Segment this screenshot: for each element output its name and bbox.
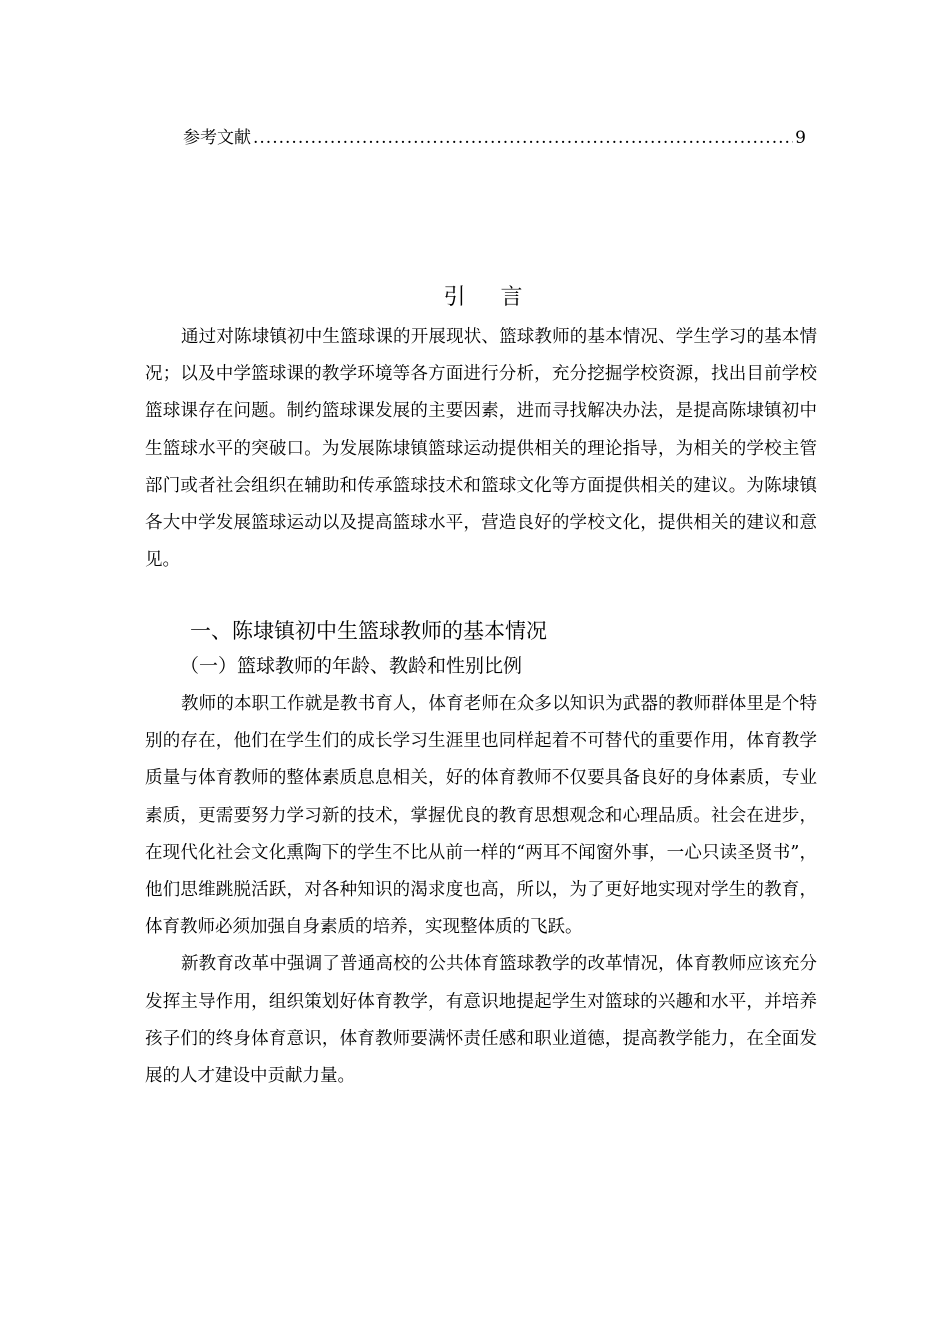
section-paragraph-1: 教师的本职工作就是教书育人，体育老师在众多以知识为武器的教师群体里是个特别的存在，他们在学生们的成长学习生涯里也同样起着不可替代的重要作用，体育教学质量与体育教师的整体素质息息相关，好的体育教师不仅要具备良好的身体素质，专业素质，更需要努力学习新的技术，掌握优良的教育思想观念和心理品质。社会在进步，在现代化社会文化熏陶下的学生不比从前一样的“两耳不闻窗外事，一心只读圣贤书”，他们思维跳脱活跃，对各种知识的渴求度也高，所以，为了更好地实现对学生的教育，体育教师必须加强自身素质的培养，实现整体质的飞跃。 [145, 694, 817, 938]
toc-entry-page-number: 9 [795, 128, 806, 148]
intro-paragraph: 通过对陈埭镇初中生篮球课的开展现状、篮球教师的基本情况、学生学习的基本情况；以及中学篮球课的教学环境等各方面进行分析，充分挖掘学校资源，找出目前学校篮球课存在问题。制约篮球课发展的主要因素，进而寻找解决办法，是提高陈埭镇初中生篮球水平的突破口。为发展陈埭镇篮球运动提供相关的理论指导，为相关的学校主管部门或者社会组织在辅助和传承篮球技术和篮球文化等方面提供相关的建议。为陈埭镇各大中学发展篮球运动以及提高篮球水平，营造良好的学校文化，提供相关的建议和意见。 [145, 327, 817, 571]
toc-entry-references[interactable] [183, 124, 806, 152]
section-body [145, 686, 817, 1095]
section-heading: 一、陈埭镇初中生篮球教师的基本情况 [190, 619, 547, 643]
section-paragraph-2: 新教育改革中强调了普通高校的公共体育篮球教学的改革情况，体育教师应该充分发挥主导作用，组织策划好体育教学，有意识地提起学生对篮球的兴趣和水平，并培养孩子们的终身体育意识，体育教师要满怀责任感和职业道德，提高教学能力，在全面发展的人才建设中贡献力量。 [145, 954, 817, 1087]
subsection-heading: （一）篮球教师的年龄、教龄和性别比例 [180, 655, 523, 677]
toc-leader-dots [253, 124, 793, 152]
intro-title: 引 言 [443, 285, 537, 310]
intro-body [145, 319, 817, 579]
toc-entry-label: 参考文献 [183, 128, 251, 148]
